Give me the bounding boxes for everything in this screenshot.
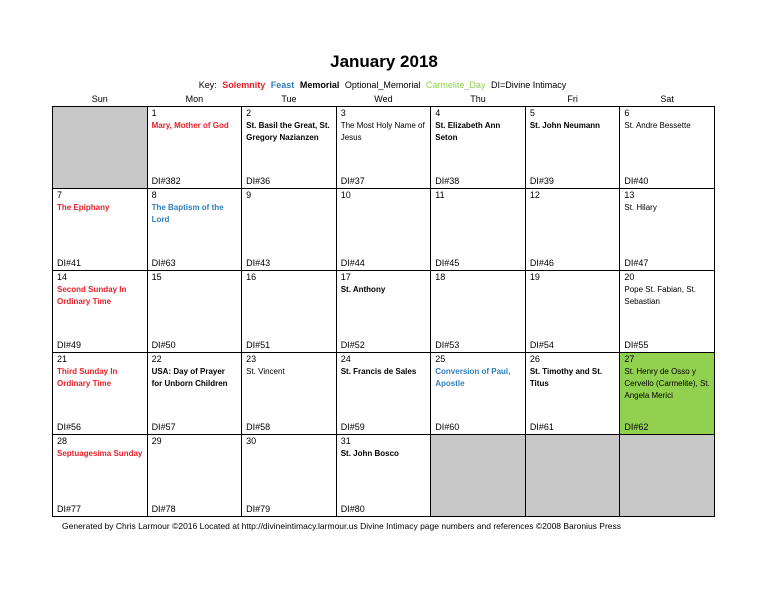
divine-intimacy-ref: DI#41 — [57, 258, 82, 268]
day-cell — [53, 353, 148, 435]
calendar-body — [53, 107, 715, 517]
divine-intimacy-ref: DI#37 — [340, 176, 365, 186]
day-cell — [53, 271, 148, 353]
day-number: 1 — [151, 108, 157, 118]
divine-intimacy-ref: DI#49 — [57, 340, 82, 350]
day-number: 9 — [246, 190, 252, 200]
day-number: 25 — [435, 354, 446, 364]
day-number: 3 — [340, 108, 346, 118]
divine-intimacy-ref: DI#52 — [340, 340, 365, 350]
empty-day-cell — [525, 435, 620, 517]
calendar-week-row — [53, 107, 715, 189]
day-number: 22 — [151, 354, 162, 364]
day-number: 10 — [340, 190, 351, 200]
day-number: 15 — [151, 272, 162, 282]
day-cell — [147, 107, 242, 189]
day-cell — [242, 271, 337, 353]
day-number: 11 — [435, 190, 445, 200]
key-optional-memorial: Optional_Memorial — [344, 80, 421, 90]
divine-intimacy-ref: DI#51 — [246, 340, 271, 350]
key-memorial: Memorial — [299, 80, 340, 90]
day-cell — [620, 353, 715, 435]
day-cell — [147, 189, 242, 271]
weekday-header-row — [53, 92, 715, 107]
divine-intimacy-ref: DI#77 — [57, 504, 82, 514]
celebration-name: St. John Bosco — [340, 449, 399, 458]
day-number: 27 — [624, 354, 635, 364]
divine-intimacy-ref: DI#54 — [529, 340, 554, 350]
celebration-name: St. Henry de Osso y Cervello (Carmelite), St. Angela Merici — [624, 367, 710, 400]
weekday-header: Sun — [53, 92, 148, 107]
divine-intimacy-ref: DI#57 — [151, 422, 176, 432]
celebration-name: St. Hilary — [624, 203, 657, 212]
empty-day-cell — [620, 435, 715, 517]
day-number: 29 — [151, 436, 162, 446]
day-cell — [147, 435, 242, 517]
divine-intimacy-ref: DI#38 — [435, 176, 460, 186]
key-divine-intimacy: DI=Divine Intimacy — [490, 80, 567, 90]
celebration-name: St. Andre Bessette — [624, 121, 691, 130]
calendar-grid — [52, 92, 715, 517]
celebration-name: Third Sunday In Ordinary Time — [57, 367, 118, 388]
day-cell — [431, 189, 526, 271]
legend-key — [0, 80, 768, 90]
divine-intimacy-ref: DI#45 — [435, 258, 460, 268]
weekday-header: Thu — [431, 92, 526, 107]
celebration-name: USA: Day of Prayer for Unborn Children — [151, 367, 228, 388]
divine-intimacy-ref: DI#44 — [340, 258, 365, 268]
empty-day-cell — [53, 107, 148, 189]
key-carmelite-day: Carmelite_Day — [425, 80, 486, 90]
celebration-name: The Baptism of the Lord — [151, 203, 224, 224]
divine-intimacy-ref: DI#60 — [435, 422, 460, 432]
divine-intimacy-ref: DI#50 — [151, 340, 176, 350]
celebration-name: Septuagesima Sunday — [57, 449, 143, 458]
divine-intimacy-ref: DI#79 — [246, 504, 271, 514]
footer-credits: Generated by Chris Larmour ©2016 Located at http://divineintimacy.larmour.us Divine Intimacy page numbers and references ©2008 Baronius Press — [62, 521, 622, 531]
divine-intimacy-ref: DI#61 — [529, 422, 554, 432]
celebration-name: The Most Holy Name of Jesus — [340, 121, 425, 142]
day-number: 21 — [57, 354, 68, 364]
calendar-week-row — [53, 353, 715, 435]
empty-day-cell — [431, 435, 526, 517]
divine-intimacy-ref: DI#53 — [435, 340, 460, 350]
day-number: 7 — [57, 190, 63, 200]
day-cell — [242, 189, 337, 271]
celebration-name: St. John Neumann — [529, 121, 601, 130]
divine-intimacy-ref: DI#58 — [246, 422, 271, 432]
day-number: 18 — [435, 272, 446, 282]
day-number: 23 — [246, 354, 257, 364]
day-cell — [242, 435, 337, 517]
day-cell — [242, 353, 337, 435]
divine-intimacy-ref: DI#40 — [624, 176, 649, 186]
divine-intimacy-ref: DI#47 — [624, 258, 649, 268]
celebration-name: St. Anthony — [340, 285, 386, 294]
divine-intimacy-ref: DI#80 — [340, 504, 365, 514]
celebration-name: St. Basil the Great, St. Gregory Nazianzen — [246, 121, 330, 142]
divine-intimacy-ref: DI#59 — [340, 422, 365, 432]
key-feast: Feast — [270, 80, 295, 90]
day-cell — [620, 107, 715, 189]
divine-intimacy-ref: DI#46 — [529, 258, 554, 268]
day-number: 2 — [246, 108, 252, 118]
celebration-name: Second Sunday In Ordinary Time — [57, 285, 127, 306]
day-number: 30 — [246, 436, 257, 446]
day-cell — [336, 435, 431, 517]
divine-intimacy-ref: DI#78 — [151, 504, 176, 514]
day-number: 16 — [246, 272, 257, 282]
day-number: 8 — [151, 190, 157, 200]
celebration-name: St. Vincent — [246, 367, 285, 376]
day-number: 20 — [624, 272, 635, 282]
divine-intimacy-ref: DI#63 — [151, 258, 176, 268]
day-cell — [336, 107, 431, 189]
celebration-name: Mary, Mother of God — [151, 121, 229, 130]
day-number: 14 — [57, 272, 68, 282]
weekday-header: Sat — [620, 92, 715, 107]
divine-intimacy-ref: DI#36 — [246, 176, 271, 186]
day-cell — [431, 107, 526, 189]
calendar-title: January 2018 — [330, 52, 438, 71]
weekday-header: Mon — [147, 92, 242, 107]
day-cell — [620, 189, 715, 271]
celebration-name: St. Timothy and St. Titus — [529, 367, 603, 388]
day-cell — [147, 353, 242, 435]
day-cell — [53, 435, 148, 517]
day-number: 4 — [435, 108, 441, 118]
divine-intimacy-ref: DI#56 — [57, 422, 82, 432]
divine-intimacy-ref: DI#62 — [624, 422, 649, 432]
day-cell — [336, 189, 431, 271]
day-number: 31 — [340, 436, 351, 446]
day-number: 24 — [340, 354, 351, 364]
day-cell — [336, 353, 431, 435]
day-number: 19 — [529, 272, 540, 282]
day-cell — [53, 189, 148, 271]
calendar-week-row — [53, 271, 715, 353]
divine-intimacy-ref: DI#382 — [151, 176, 181, 186]
day-number: 6 — [624, 108, 630, 118]
celebration-name: St. Francis de Sales — [340, 367, 417, 376]
weekday-header: Tue — [242, 92, 337, 107]
divine-intimacy-ref: DI#55 — [624, 340, 649, 350]
key-label: Key: — [198, 80, 217, 90]
day-number: 13 — [624, 190, 635, 200]
day-cell — [525, 107, 620, 189]
calendar-week-row — [53, 435, 715, 517]
weekday-header: Wed — [336, 92, 431, 107]
divine-intimacy-ref: DI#43 — [246, 258, 271, 268]
calendar-week-row — [53, 189, 715, 271]
day-number: 17 — [340, 272, 351, 282]
day-cell — [431, 271, 526, 353]
day-cell — [525, 271, 620, 353]
key-solemnity: Solemnity — [222, 80, 266, 90]
day-number: 12 — [529, 190, 540, 200]
celebration-name: Conversion of Paul, Apostle — [435, 367, 511, 388]
day-cell — [242, 107, 337, 189]
weekday-header: Fri — [525, 92, 620, 107]
day-number: 26 — [529, 354, 540, 364]
day-number: 5 — [529, 108, 535, 118]
day-cell — [336, 271, 431, 353]
celebration-name: The Epiphany — [57, 203, 110, 212]
celebration-name: St. Elizabeth Ann Seton — [435, 121, 501, 142]
day-cell — [525, 353, 620, 435]
day-number: 28 — [57, 436, 68, 446]
celebration-name: Pope St. Fabian, St. Sebastian — [624, 285, 696, 306]
divine-intimacy-ref: DI#39 — [529, 176, 554, 186]
day-cell — [620, 271, 715, 353]
day-cell — [431, 353, 526, 435]
day-cell — [525, 189, 620, 271]
day-cell — [147, 271, 242, 353]
